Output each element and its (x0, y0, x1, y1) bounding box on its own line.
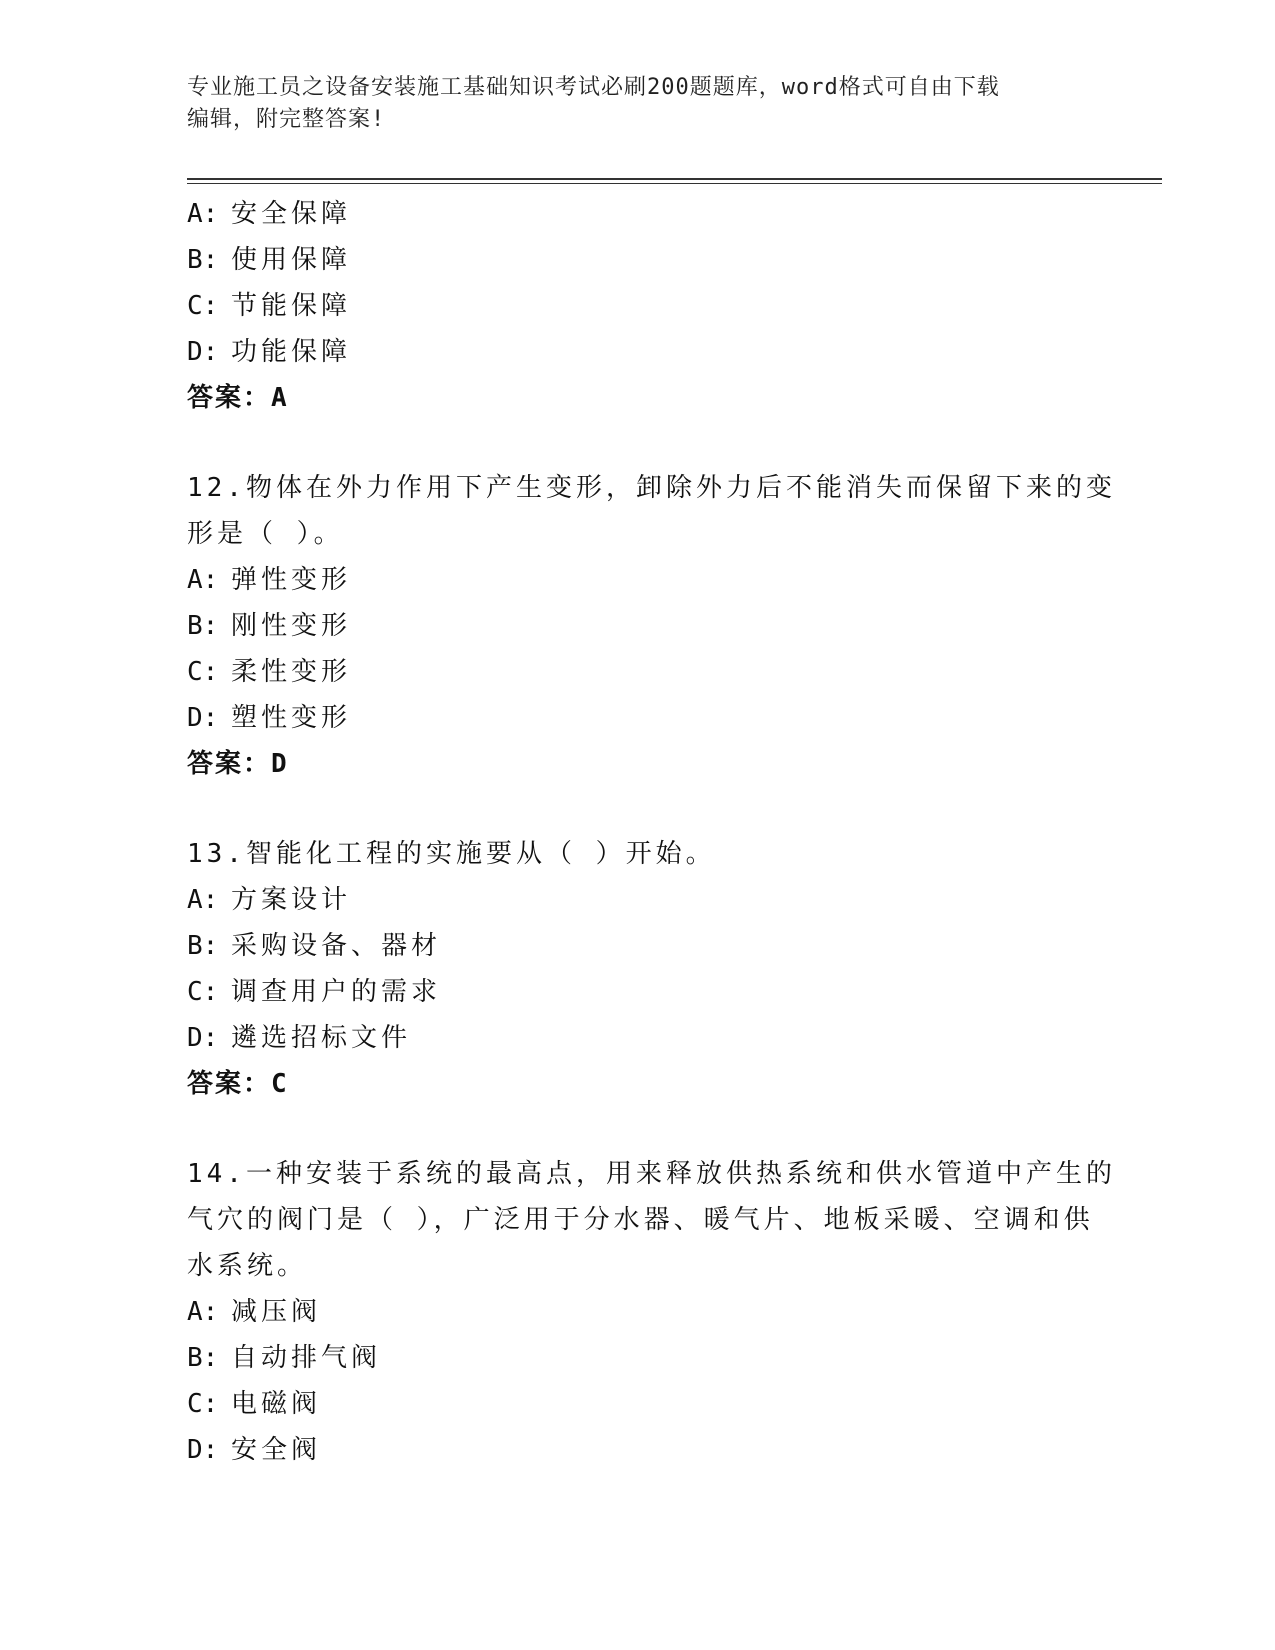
option-b: B: 使用保障 (187, 245, 352, 275)
option-b: B: 自动排气阀 (187, 1343, 382, 1373)
option-a: A: 减压阀 (187, 1297, 322, 1327)
option-a: A: 方案设计 (187, 885, 352, 915)
option-d: D: 功能保障 (187, 337, 352, 367)
option-c: C: 节能保障 (187, 291, 352, 321)
document-header (187, 72, 1067, 136)
question-13-block (187, 831, 1087, 1107)
answer-line: 答案：A (187, 383, 289, 413)
question-text: 13.智能化工程的实施要从（ ）开始。 (187, 839, 716, 869)
question-14-block (187, 1151, 1116, 1473)
header-line-2: 编辑，附完整答案! (187, 107, 386, 132)
question-12-block (187, 465, 1116, 787)
option-d: D: 安全阀 (187, 1435, 322, 1465)
question-list (187, 191, 1116, 1473)
question-text: 14.一种安装于系统的最高点，用来释放供热系统和供水管道中产生的 气穴的阀门是（ ），广泛用于分水器、暖气片、地板采暖、空调和供 水系统。 (187, 1159, 1116, 1281)
option-b: B: 采购设备、器材 (187, 931, 442, 961)
option-a: A: 弹性变形 (187, 565, 352, 595)
header-divider (187, 178, 1162, 180)
header-line-1: 专业施工员之设备安装施工基础知识考试必刷200题题库，word格式可自由下载 (187, 75, 1000, 100)
option-c: C: 调查用户的需求 (187, 977, 442, 1007)
question-11-block (187, 191, 1087, 421)
option-d: D: 遴选招标文件 (187, 1023, 412, 1053)
option-d: D: 塑性变形 (187, 703, 352, 733)
answer-line: 答案：D (187, 749, 289, 779)
answer-line: 答案：C (187, 1069, 289, 1099)
option-a: A: 安全保障 (187, 199, 352, 229)
question-text: 12.物体在外力作用下产生变形，卸除外力后不能消失而保留下来的变 形是（ ）。 (187, 473, 1116, 549)
option-b: B: 刚性变形 (187, 611, 352, 641)
option-c: C: 柔性变形 (187, 657, 352, 687)
header-divider-thin (187, 183, 1162, 184)
option-c: C: 电磁阀 (187, 1389, 322, 1419)
